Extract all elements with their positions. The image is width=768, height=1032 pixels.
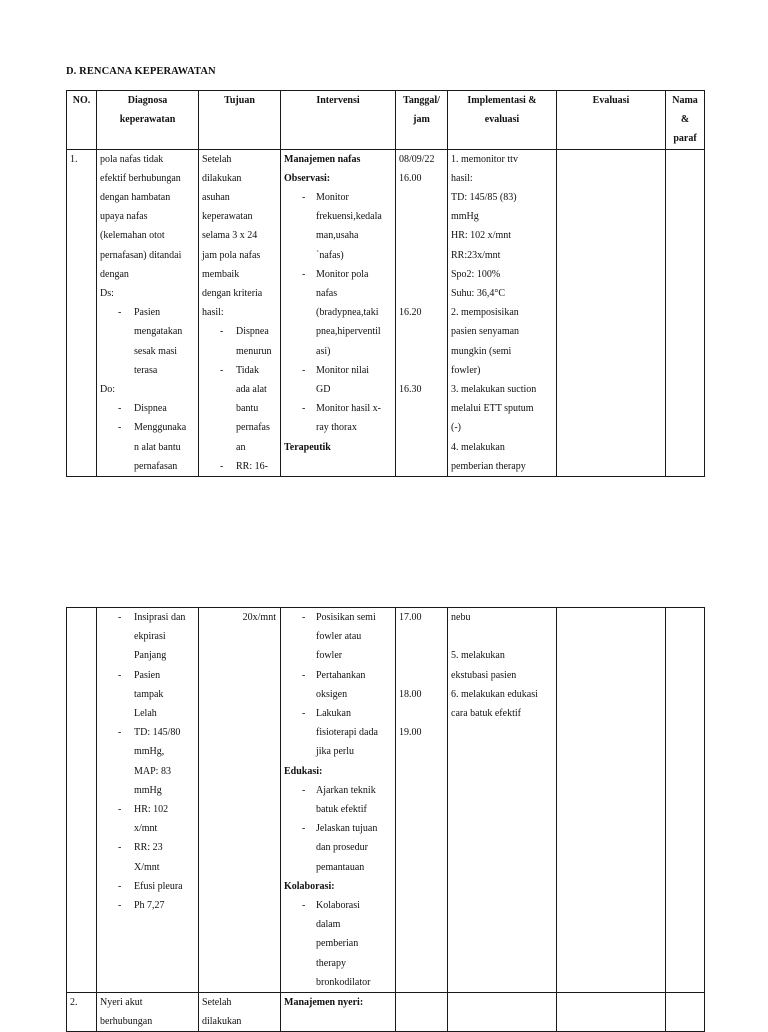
tanggal-line: 08/09/22 (399, 153, 435, 165)
tanggal-line (399, 207, 445, 226)
ds-list-item-line: terasa (134, 364, 158, 376)
terapeutik-list-item (284, 666, 393, 704)
bullet-dash-icon: - (118, 422, 122, 434)
tujuan-list-item-line: Dispnea (236, 326, 269, 338)
observasi-list-item (284, 361, 393, 399)
tujuan-list-item-line: pernafas (236, 422, 270, 434)
observasi-list-item-line: pnea,hiperventil (316, 326, 381, 338)
diagnosa-line: upaya nafas (100, 211, 148, 223)
table-row (67, 149, 705, 476)
row2-implementasi (448, 993, 557, 1032)
row1-cont-tujuan: 20x/mnt (199, 608, 281, 993)
edukasi-list-item-line: Ajarkan teknik (316, 784, 376, 796)
nursing-plan-table-part-1 (66, 90, 705, 477)
implementasi-line: 3. melakukan suction (451, 384, 537, 396)
implementasi-line: Spo2: 100% (451, 268, 501, 280)
bullet-dash-icon: - (302, 403, 306, 415)
terapeutik-list-item (284, 704, 393, 762)
observasi-list-item-line: Monitor pola (316, 268, 369, 280)
implementasi-line: Suhu: 36,4°C (451, 288, 506, 300)
tanggal-line (399, 226, 445, 245)
tujuan-list-item (202, 457, 278, 476)
do-list-item-line: Efusi pleura (134, 880, 183, 892)
tanggal-line: 18.00 (399, 688, 422, 700)
implementasi-line: mungkin (semi (451, 345, 512, 357)
tujuan-list-item-line: Tidak (236, 364, 259, 376)
do-list-item (100, 800, 196, 838)
tanggal-line (399, 646, 445, 665)
ds-list-item-line: mengatakan (134, 326, 183, 338)
bullet-dash-icon: - (302, 823, 306, 835)
implementasi-line: 6. melakukan edukasi (451, 688, 538, 700)
tujuan-line: selama 3 x 24 (202, 230, 258, 242)
bullet-dash-icon: - (118, 880, 122, 892)
row2-no: 2. (67, 993, 97, 1032)
tanggal-line (399, 246, 445, 265)
tujuan-line: dilakukan (202, 1016, 242, 1028)
kolaborasi-label: Kolaborasi: (284, 880, 335, 892)
terapeutik-list-item-line: fisioterapi dada (316, 727, 378, 739)
tujuan-list-item-line: menurun (236, 345, 272, 357)
do-list-item (100, 666, 196, 724)
bullet-dash-icon: - (220, 460, 224, 472)
observasi-list-item-line: asi) (316, 345, 331, 357)
observasi-list-item-line: Monitor hasil x- (316, 403, 381, 415)
do-list-item-line: mmHg (134, 784, 162, 796)
kolaborasi-list-item-line: dalam (316, 919, 341, 931)
terapeutik-list-item-line: jika perlu (316, 746, 355, 758)
tanggal-line: 16.20 (399, 307, 422, 319)
tanggal-line: 16.00 (399, 172, 422, 184)
header-tanggal: Tanggal/ jam (396, 91, 448, 150)
tujuan-list-item-line: RR: 16- (236, 460, 268, 472)
ds-list-item-line: Pasien (134, 307, 161, 319)
table-header-row (67, 91, 705, 150)
bullet-dash-icon: - (118, 403, 122, 415)
observasi-label: Observasi: (284, 172, 331, 184)
do-list-item-line: Pasien (134, 669, 161, 681)
do-list-item-line: mmHg, (134, 746, 165, 758)
bullet-dash-icon: - (302, 364, 306, 376)
implementasi-line: melalui ETT sputum (451, 403, 534, 415)
implementasi-line: (-) (451, 422, 461, 434)
observasi-list-item-line: frekuensi,kedala (316, 211, 382, 223)
edukasi-list-item (284, 819, 393, 877)
implementasi-line: HR: 102 x/mnt (451, 230, 512, 242)
do-list-item (100, 399, 196, 418)
row2-evaluasi (557, 993, 666, 1032)
edukasi-list-item-line: batuk efektif (316, 804, 367, 816)
bullet-dash-icon: - (118, 900, 122, 912)
diagnosa-line: pernafasan) ditandai (100, 249, 182, 261)
diagnosa-line: berhubungan (100, 1016, 153, 1028)
row1-tanggal (396, 149, 448, 476)
diagnosa-line: dengan (100, 268, 129, 280)
terapeutik-list-item-line: Pertahankan (316, 669, 366, 681)
bullet-dash-icon: - (118, 727, 122, 739)
terapeutik-list-item-line: Lakukan (316, 708, 351, 720)
bullet-dash-icon: - (118, 612, 122, 623)
row1-no: 1. (67, 149, 97, 476)
bullet-dash-icon: - (302, 900, 306, 912)
table-row (67, 993, 705, 1032)
tujuan-line: asuhan (202, 192, 230, 204)
do-list-item-line: n alat bantu (134, 441, 181, 453)
tanggal-line (399, 342, 445, 361)
tanggal-line (399, 322, 445, 341)
observasi-list-item-line: nafas (316, 288, 338, 300)
diagnosa-line: efektif berhubungan (100, 172, 181, 184)
do-list-item-line: pernafasan (134, 460, 178, 472)
bullet-dash-icon: - (220, 326, 224, 338)
section-title: D. RENCANA KEPERAWATAN (66, 66, 216, 77)
diagnosa-line: Nyeri akut (100, 997, 143, 1009)
edukasi-list-item (284, 781, 393, 819)
observasi-list-item-line: Monitor (316, 192, 349, 204)
edukasi-list-item-line: pemantauan (316, 861, 365, 873)
implementasi-line: 1. memonitor ttv (451, 153, 518, 165)
tanggal-line (399, 284, 445, 303)
observasi-list-item-line: (bradypnea,taki (316, 307, 379, 319)
observasi-list-item (284, 399, 393, 437)
observasi-list-item-line: ray thorax (316, 422, 357, 434)
implementasi-line: nebu (451, 612, 471, 623)
implementasi-line: fowler) (451, 364, 481, 376)
bullet-dash-icon: - (118, 804, 122, 816)
ds-list-item (100, 303, 196, 380)
row1-evaluasi (557, 149, 666, 476)
tanggal-line: 16.30 (399, 384, 422, 396)
do-list-item (100, 418, 196, 476)
diagnosa-line: pola nafas tidak (100, 153, 164, 165)
implementasi-line (451, 627, 554, 646)
implementasi-line: TD: 145/85 (83) (451, 192, 517, 204)
row1-tujuan (199, 149, 281, 476)
header-implementasi: Implementasi & evaluasi (448, 91, 557, 150)
bullet-dash-icon: - (302, 784, 306, 796)
do-list-item (100, 838, 196, 876)
terapeutik-list-item-line: fowler (316, 650, 343, 662)
row1-cont-no (67, 608, 97, 993)
terapeutik-label: Terapeutik (284, 441, 331, 453)
do-list-item-line: Dispnea (134, 403, 167, 415)
tujuan-line: keperawatan (202, 211, 253, 223)
diagnosa-line: (kelemahan otot (100, 230, 165, 242)
header-tujuan: Tujuan (199, 91, 281, 150)
row1-nama-paraf (666, 149, 705, 476)
tanggal-line (399, 361, 445, 380)
row2-diagnosa (97, 993, 199, 1032)
do-list-item-line: MAP: 83 (134, 765, 171, 777)
header-diagnosa: Diagnosa keperawatan (97, 91, 199, 150)
tanggal-line: 17.00 (399, 612, 422, 623)
tujuan-line: jam pola nafas (202, 249, 261, 261)
do-list-item (100, 896, 196, 915)
do-list-item-line: Lelah (134, 708, 157, 720)
tujuan-line: dengan kriteria (202, 288, 263, 300)
tujuan-line: Setelah (202, 997, 232, 1009)
row2-nama-paraf (666, 993, 705, 1032)
do-list-item-line: Insiprasi dan (134, 612, 186, 623)
header-evaluasi: Evaluasi (557, 91, 666, 150)
implementasi-line: RR:23x/mnt (451, 249, 501, 261)
terapeutik-list-item (284, 608, 393, 666)
do-list-item (100, 608, 196, 666)
terapeutik-list-item-line: Posisikan semi (316, 612, 376, 623)
tujuan-list-item (202, 322, 278, 360)
implementasi-line: cara batuk efektif (451, 708, 521, 720)
bullet-dash-icon: - (302, 192, 306, 204)
implementasi-line: pasien senyaman (451, 326, 520, 338)
row1-cont-nama-paraf (666, 608, 705, 993)
row1-cont-implementasi (448, 608, 557, 993)
header-no: NO. (67, 91, 97, 150)
tanggal-line (399, 188, 445, 207)
do-list-item (100, 723, 196, 800)
row2-tujuan (199, 993, 281, 1032)
bullet-dash-icon: - (302, 612, 306, 623)
diagnosa-line: dengan hambatan (100, 192, 171, 204)
table-row (67, 608, 705, 993)
do-list-item-line: ekpirasi (134, 631, 166, 643)
tujuan-line: membaik (202, 268, 240, 280)
kolaborasi-list-item-line: Kolaborasi (316, 900, 360, 912)
tanggal-line (399, 265, 445, 284)
do-list-item (100, 877, 196, 896)
observasi-list-item-line: GD (316, 384, 331, 396)
kolaborasi-list-item-line: pemberian (316, 938, 359, 950)
implementasi-line: 5. melakukan (451, 650, 505, 662)
tujuan-line: Setelah (202, 153, 232, 165)
row1-cont-tanggal (396, 608, 448, 993)
ds-list-item-line: sesak masi (134, 345, 178, 357)
do-list-item-line: x/mnt (134, 823, 158, 835)
row1-cont-intervensi (281, 608, 396, 993)
kolaborasi-list-item-line: bronkodilator (316, 976, 371, 988)
implementasi-line: ekstubasi pasien (451, 669, 517, 681)
tujuan-line: hasil: (202, 307, 224, 319)
observasi-list-item (284, 265, 393, 361)
implementasi-line: 4. melakukan (451, 441, 505, 453)
do-list-item-line: RR: 23 (134, 842, 163, 854)
do-list-item-line: Panjang (134, 650, 167, 662)
do-list-item-line: TD: 145/80 (134, 727, 181, 739)
row1-diagnosa: pola nafas tidak efektif berhubungan dengan hambatan upaya nafas (kelemahan otot pernafasan) ditandai dengan Ds: - Pasien mengatakan sesak masi terasa Do: - Dispnea - Menggunaka n alat bantu pernafasan (97, 149, 199, 476)
tujuan-list-item-line: an (236, 441, 246, 453)
implementasi-line: hasil: (451, 172, 473, 184)
bullet-dash-icon: - (118, 842, 122, 854)
implementasi-line: 2. memposisikan (451, 307, 519, 319)
terapeutik-list-item-line: fowler atau (316, 631, 362, 643)
tujuan-list-item-line: ada alat (236, 384, 267, 396)
do-list-item-line: X/mnt (134, 861, 160, 873)
observasi-list-item (284, 188, 393, 265)
terapeutik-list-item-line: oksigen (316, 688, 348, 700)
tujuan-list-item (202, 361, 278, 457)
bullet-dash-icon: - (302, 268, 306, 280)
do-list-item-line: tampak (134, 688, 164, 700)
do-list-item-line: HR: 102 (134, 804, 169, 816)
row1-cont-diagnosa (97, 608, 199, 993)
bullet-dash-icon: - (118, 307, 122, 319)
row1-cont-evaluasi (557, 608, 666, 993)
edukasi-list-item-line: dan prosedur (316, 842, 368, 854)
header-intervensi: Intervensi (281, 91, 396, 150)
header-nama-paraf: Nama & paraf (666, 91, 705, 150)
kolaborasi-list-item (284, 896, 393, 992)
edukasi-list-item-line: Jelaskan tujuan (316, 823, 378, 835)
observasi-list-item-line: `nafas) (316, 249, 344, 261)
edukasi-label: Edukasi: (284, 765, 323, 777)
intervensi-title: Manajemen nafas (284, 153, 361, 165)
tanggal-line (399, 666, 445, 685)
tujuan-line: dilakukan (202, 172, 242, 184)
row1-intervensi (281, 149, 396, 476)
tanggal-line: 19.00 (399, 727, 422, 739)
row1-implementasi (448, 149, 557, 476)
row2-tanggal (396, 993, 448, 1032)
tanggal-line (399, 704, 445, 723)
bullet-dash-icon: - (118, 669, 122, 681)
tujuan-list-item-line: bantu (236, 403, 259, 415)
row2-intervensi: Manajemen nyeri: (281, 993, 396, 1032)
observasi-list-item-line: Monitor nilai (316, 364, 370, 376)
implementasi-line: pemberian therapy (451, 460, 526, 472)
do-list-item-line: Ph 7,27 (134, 900, 165, 912)
bullet-dash-icon: - (220, 364, 224, 376)
implementasi-line: mmHg (451, 211, 479, 223)
bullet-dash-icon: - (302, 669, 306, 681)
kolaborasi-list-item-line: therapy (316, 957, 346, 969)
tanggal-line (399, 627, 445, 646)
observasi-list-item-line: man,usaha (316, 230, 359, 242)
nursing-plan-table-part-2 (66, 607, 705, 1032)
bullet-dash-icon: - (302, 708, 306, 720)
do-list-item-line: Menggunaka (134, 422, 187, 434)
